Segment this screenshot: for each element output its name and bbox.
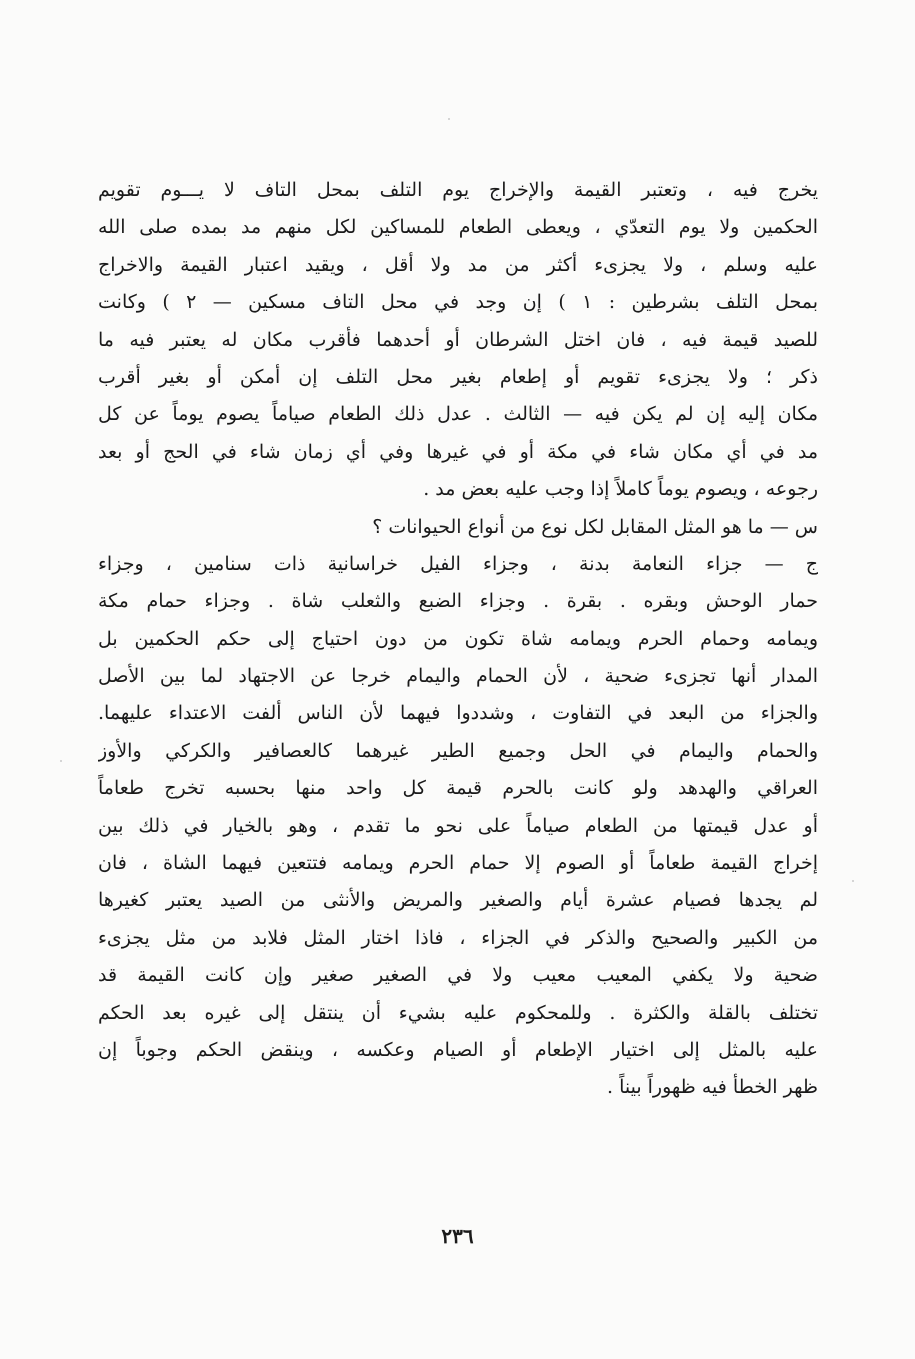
text-line-7: مكان إليه إن لم يكن فيه — الثالث . عدل ذلك الطعام صياماً يصوم يوماً عن كل xyxy=(98,403,818,426)
text-line-5: للصيد قيمة فيه ، فان اختل الشرطان أو أحدهما فأقرب مكان له يعتبر فيه ما xyxy=(98,328,818,351)
answer-line-10: لم يجدها فصيام عشرة أيام والصغير والمريض والأنثى من الصيد يعتبر كغيرها xyxy=(98,889,818,912)
paper-speck xyxy=(852,880,854,882)
answer-line-13: تختلف بالقلة والكثرة . وللمحكوم عليه بشيء أن ينتقل إلى غيره بعد الحكم xyxy=(98,1001,818,1024)
body-text xyxy=(98,172,818,1107)
paper-speck xyxy=(60,760,62,762)
text-line-2: الحكمين ولا يوم التعدّي ، ويعطى الطعام للمساكين لكل منهم مد بمده صلى الله xyxy=(98,216,818,239)
text-line-4: بمحل التلف بشرطين : ١ ) إن وجد في محل التاف مسكين — ٢ ) وكانت xyxy=(98,291,818,314)
answer-line-5: والجزاء من البعد في التفاوت ، وشددوا فيهما لأن الناس ألفت الاعتداء عليهما. xyxy=(98,702,818,725)
page-number: ٢٣٦ xyxy=(441,1224,474,1248)
answer-line-8: أو عدل قيمتها من الطعام صياماً على نحو ما تقدم ، وهو بالخيار في ذلك بين xyxy=(98,814,818,837)
answer-line-6: والحمام واليمام في الحل وجميع الطير غيرهما كالعصافير والكركي والأوز xyxy=(98,739,818,762)
answer-line-9: إخراج القيمة طعاماً أو الصوم إلا حمام الحرم ويمامه فتتعين فيهما الشاة ، فان xyxy=(98,852,818,875)
question-line: س — ما هو المثل المقابل لكل نوع من أنواع الحيوانات ؟ xyxy=(372,515,818,538)
answer-line-2: حمار الوحش وبقره . بقرة . وجزاء الضبع والثعلب شاة . وجزاء حمام مكة xyxy=(98,590,818,613)
answer-line-7: العراقي والهدهد ولو كانت بالحرم قيمة كل واحد منها بحسبه تخرج طعاماً xyxy=(98,777,818,800)
text-line-8: مد في أي مكان شاء في مكة أو في غيرها وفي أي زمان شاء في الحج أو بعد xyxy=(98,440,818,463)
answer-line-15: ظهر الخطأ فيه ظهوراً بيناً . xyxy=(606,1076,818,1099)
answer-line-14: عليه بالمثل إلى اختيار الإطعام أو الصيام وعكسه ، وينقض الحكم وجوباً إن xyxy=(98,1038,818,1061)
text-line-9: رجوعه ، ويصوم يوماً كاملاً إذا وجب عليه بعض مد . xyxy=(423,478,818,501)
paper-speck xyxy=(448,118,450,120)
text-line-6: ذكر ؛ ولا يجزىء تقويم أو إطعام بغير محل التلف إن أمكن أو بغير أقرب xyxy=(98,365,818,388)
text-line-1: يخرج فيه ، وتعتبر القيمة والإخراج يوم التلف بمحل التاف لا يـــوم تقويم xyxy=(98,179,818,201)
answer-line-12: ضحية ولا يكفي المعيب معيب ولا في الصغير صغير وإن كانت القيمة قد xyxy=(98,964,818,987)
answer-line-4: المدار أنها تجزىء ضحية ، لأن الحمام واليمام خرجا عن الاجتهاد لما بين الأصل xyxy=(98,665,818,688)
answer-line-1: ج — جزاء النعامة بدنة ، وجزاء الفيل خراسانية ذات سنامين ، وجزاء xyxy=(98,552,818,575)
answer-line-3: ويمامه وحمام الحرم ويمامه شاة تكون من دون احتياج إلى حكم الحكمين بل xyxy=(98,627,818,650)
text-line-3: عليه وسلم ، ولا يجزىء أكثر من مد ولا أقل ، ويقيد اعتبار القيمة والاخراج xyxy=(98,253,818,276)
answer-line-11: من الكبير والصحيح والذكر في الجزاء ، فاذا اختار المثل فلابد من مثل يجزىء xyxy=(98,926,818,949)
